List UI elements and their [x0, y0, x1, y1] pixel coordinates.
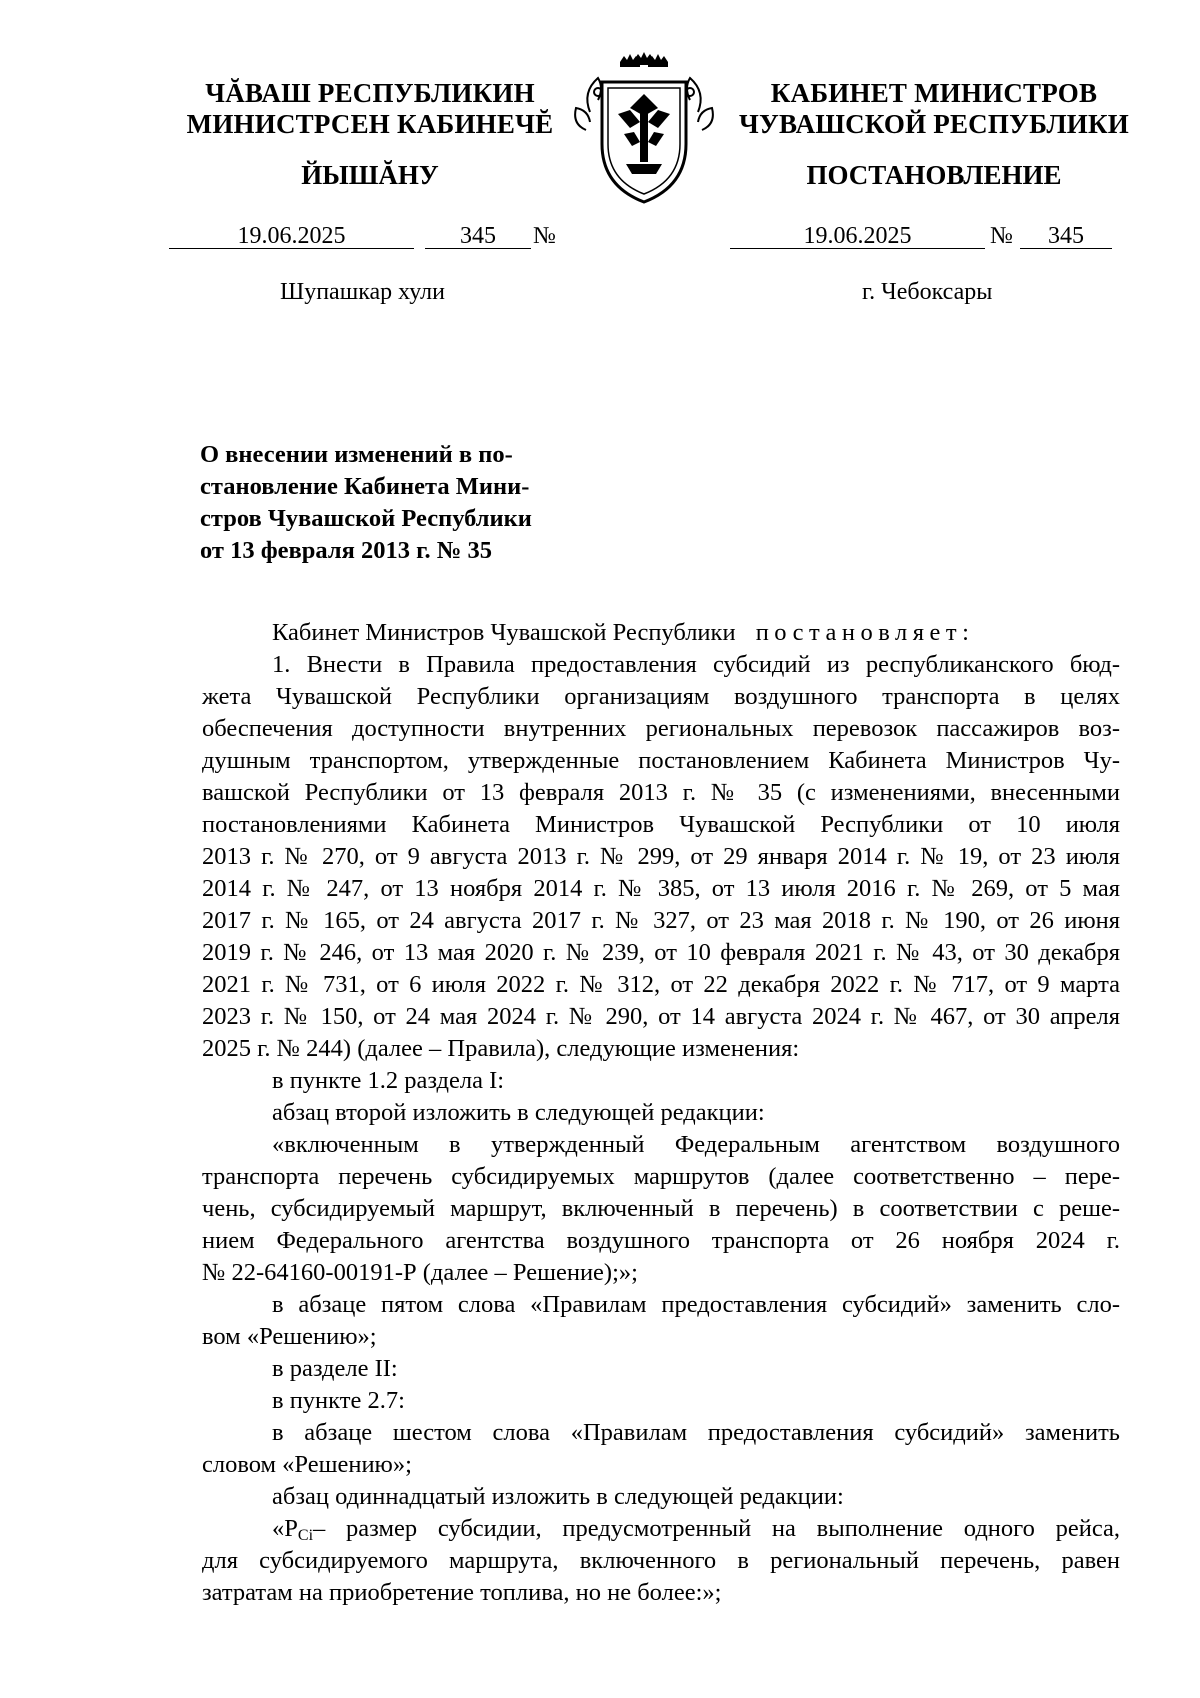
header-right-title-line2: ЧУВАШСКОЙ РЕСПУБЛИКИ — [739, 109, 1129, 139]
quote-formula — [272, 1513, 313, 1545]
paragraph-line: в пункте 2.7: — [272, 1387, 405, 1414]
quote-line: «включенным в утвержденный Федеральным агентством воздушного — [272, 1131, 1120, 1158]
paragraph-line: в разделе II: — [272, 1355, 398, 1382]
quote-line: № 22-64160-00191-Р (далее – Решение);»; — [202, 1259, 638, 1286]
paragraph-line: в пункте 1.2 раздела I: — [272, 1067, 505, 1094]
header-left-doc-type: ЙЫШĂНУ — [301, 160, 439, 190]
quote-line: затратам на приобретение топлива, но не более:»; — [202, 1579, 722, 1606]
subject-line: стров Чувашской Республики — [200, 505, 532, 532]
subject-line: О внесении изменений в по- — [200, 441, 513, 468]
paragraph-line: 2021 г. № 731, от 6 июля 2022 г. № 312, от 22 декабря 2022 г. № 717, от 9 марта — [202, 971, 1120, 998]
paragraph-line: 1. Внести в Правила предоставления субсидий из республиканского бюд- — [272, 651, 1120, 678]
right-number-sign: № — [990, 223, 1013, 249]
paragraph-line: 2017 г. № 165, от 24 августа 2017 г. № 327, от 23 мая 2018 г. № 190, от 26 июня — [202, 907, 1120, 934]
preamble — [202, 617, 1120, 649]
quote-subscript: Ci — [297, 1527, 314, 1544]
paragraph-line: постановлениями Кабинета Министров Чувашской Республики от 10 июля — [202, 811, 1120, 838]
left-date: 19.06.2025 — [169, 222, 414, 249]
paragraph-line: 2023 г. № 150, от 24 мая 2024 г. № 290, от 14 августа 2024 г. № 467, от 30 апреля — [202, 1003, 1120, 1030]
paragraph-line: 2019 г. № 246, от 13 мая 2020 г. № 239, от 10 февраля 2021 г. № 43, от 30 декабря — [202, 939, 1120, 966]
header-right-doc-type: ПОСТАНОВЛЕНИЕ — [806, 160, 1062, 190]
paragraph-line: вашской Республики от 13 февраля 2013 г. № 35 (с изменениями, внесенными — [202, 779, 1120, 806]
quote-open: «Р — [272, 1515, 298, 1542]
paragraph-line: 2013 г. № 270, от 9 августа 2013 г. № 299, от 29 января 2014 г. № 19, от 23 июля — [202, 843, 1120, 870]
header-left-title-line1: ЧĂВАШ РЕСПУБЛИКИН — [205, 78, 535, 108]
paragraph-line: абзац второй изложить в следующей редакции: — [272, 1099, 765, 1126]
left-number: 345 — [425, 222, 531, 249]
paragraph-line: 2014 г. № 247, от 13 ноября 2014 г. № 385, от 13 июля 2016 г. № 269, от 5 мая — [202, 875, 1120, 902]
quote-line — [202, 1513, 1120, 1545]
preamble-start: Кабинет Министров Чувашской Республики — [272, 619, 736, 646]
left-place: Шупашкар хули — [280, 279, 445, 305]
paragraph-line: душным транспортом, утвержденные постановлением Кабинета Министров Чу- — [202, 747, 1120, 774]
paragraph-line: словом «Решению»; — [202, 1451, 412, 1478]
paragraph-line: 2025 г. № 244) (далее – Правила), следующие изменения: — [202, 1035, 800, 1062]
quote-line: транспорта перечень субсидируемых маршрутов (далее соответственно – пере- — [202, 1163, 1120, 1190]
document-body — [202, 617, 1120, 1609]
quote-line: для субсидируемого маршрута, включенного в региональный перечень, равен — [202, 1547, 1120, 1574]
header-left-title — [150, 78, 590, 140]
preamble-verb: постановляет: — [755, 619, 975, 646]
document-subject — [200, 439, 570, 567]
header-left-title-line2: МИНИСТРСЕН КАБИНЕЧĔ — [186, 109, 554, 139]
left-date-number-row — [0, 222, 600, 252]
quote-line: нием Федерального агентства воздушного транспорта от 26 ноября 2024 г. — [202, 1227, 1120, 1254]
paragraph-line: обеспечения доступности внутренних региональных перевозок пассажиров воз- — [202, 715, 1120, 742]
left-number-sign: № — [533, 223, 556, 249]
paragraph-line: жета Чувашской Республики организациям воздушного транспорта в целях — [202, 683, 1120, 710]
paragraph-line: абзац одиннадцатый изложить в следующей редакции: — [272, 1483, 844, 1510]
header-right-title-line1: КАБИНЕТ МИНИСТРОВ — [770, 78, 1098, 108]
header-right-title — [714, 78, 1154, 140]
quote-line: чень, субсидируемый маршрут, включенный в перечень) в соответствии с реше- — [202, 1195, 1120, 1222]
quote-rest: – размер субсидии, предусмотренный на выполнение одного рейса, — [313, 1515, 1120, 1542]
paragraph-line: в абзаце шестом слова «Правилам предоставления субсидий» заменить — [272, 1419, 1120, 1446]
right-date: 19.06.2025 — [730, 222, 985, 249]
right-number: 345 — [1020, 222, 1112, 249]
subject-line: становление Кабинета Мини- — [200, 473, 530, 500]
subject-line: от 13 февраля 2013 г. № 35 — [200, 537, 492, 564]
right-place: г. Чебоксары — [862, 279, 993, 305]
chuvash-emblem-icon — [568, 52, 720, 210]
paragraph-line: вом «Решению»; — [202, 1323, 377, 1350]
right-date-number-row — [600, 222, 1200, 252]
paragraph-line: в абзаце пятом слова «Правилам предоставления субсидий» заменить сло- — [272, 1291, 1120, 1318]
